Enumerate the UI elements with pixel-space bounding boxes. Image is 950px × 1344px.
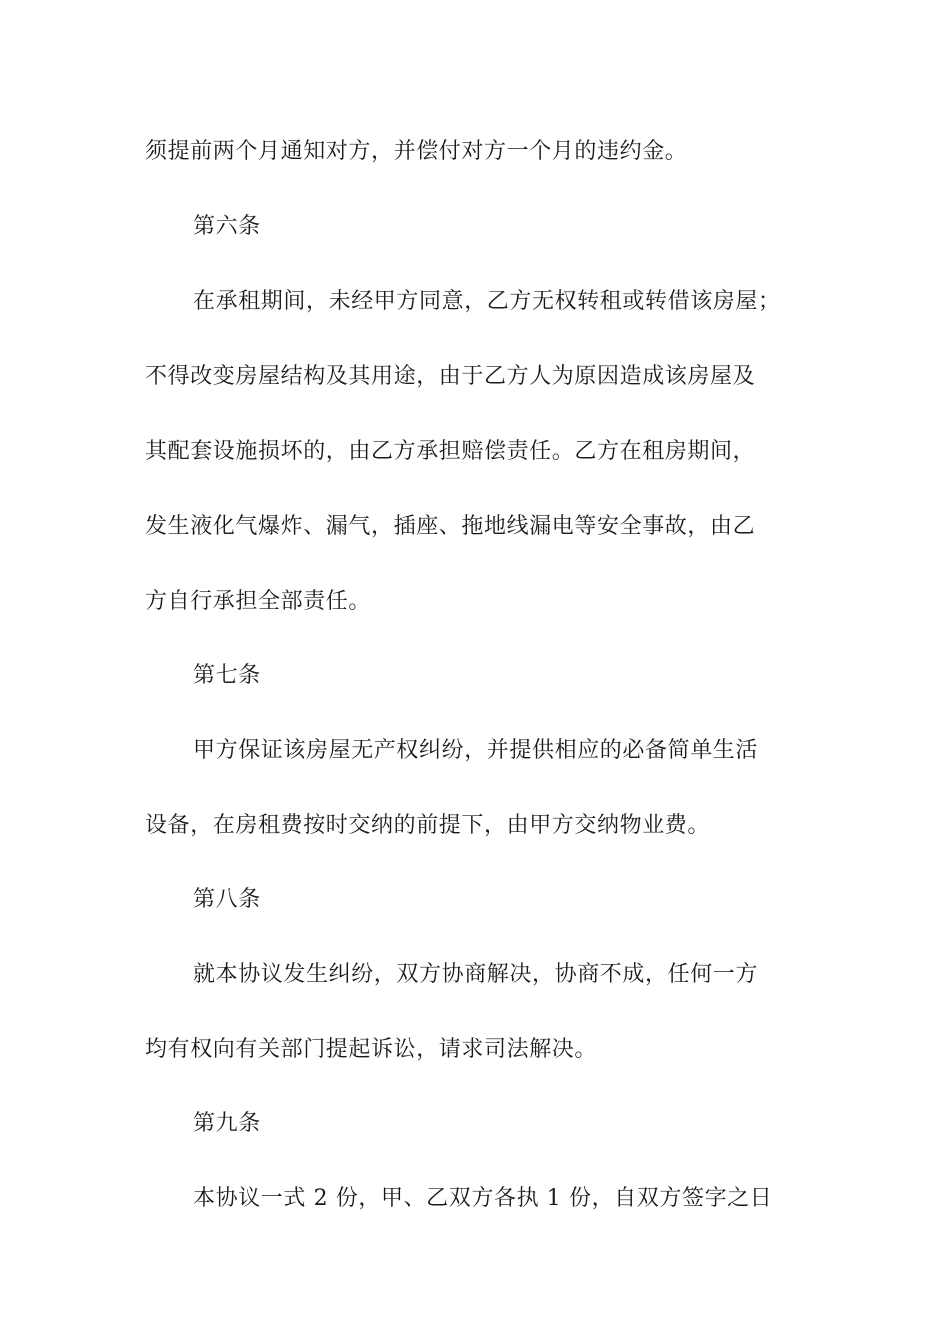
article-heading-6: 第六条 (193, 214, 261, 239)
paragraph-line: 本协议一式 2 份，甲、乙双方各执 1 份，自双方签字之日 (193, 1186, 773, 1211)
paragraph-line: 其配套设施损坏的，由乙方承担赔偿责任。乙方在租房期间， (145, 439, 756, 464)
article-heading-7: 第七条 (193, 663, 261, 688)
paragraph-line: 甲方保证该房屋无产权纠纷，并提供相应的必备简单生活 (193, 738, 759, 763)
paragraph-line: 不得改变房屋结构及其用途，由于乙方人为原因造成该房屋及 (145, 364, 756, 389)
paragraph-line: 发生液化气爆炸、漏气，插座、拖地线漏电等安全事故，由乙 (145, 514, 756, 539)
article-heading-8: 第八条 (193, 887, 261, 912)
paragraph-line: 须提前两个月通知对方，并偿付对方一个月的违约金。 (145, 139, 688, 164)
paragraph-line: 方自行承担全部责任。 (145, 589, 372, 614)
article-heading-9: 第九条 (193, 1111, 261, 1136)
paragraph-line: 就本协议发生纠纷，双方协商解决，协商不成，任何一方 (193, 962, 759, 987)
paragraph-line: 均有权向有关部门提起诉讼，请求司法解决。 (145, 1037, 598, 1062)
paragraph-line: 设备，在房租费按时交纳的前提下，由甲方交纳物业费。 (145, 813, 711, 838)
paragraph-line: 在承租期间，未经甲方同意，乙方无权转租或转借该房屋； (193, 289, 781, 314)
